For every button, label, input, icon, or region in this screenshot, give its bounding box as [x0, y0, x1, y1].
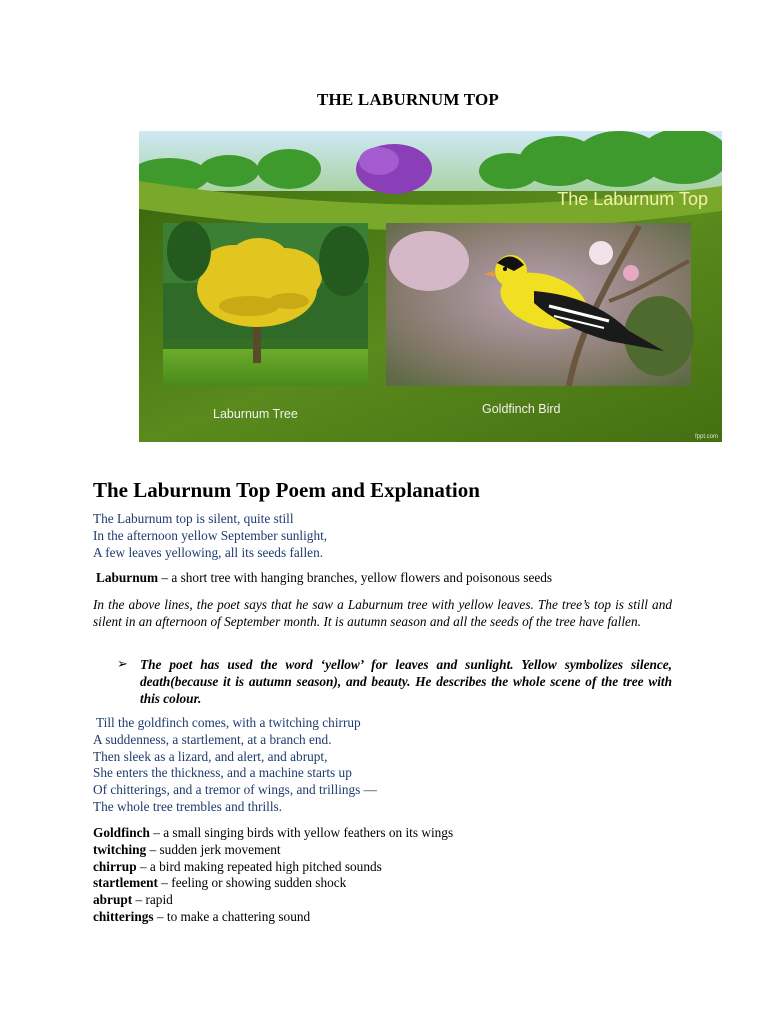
poem-line: She enters the thickness, and a machine starts up	[93, 765, 352, 781]
poem-line: In the afternoon yellow September sunlight,	[93, 527, 328, 543]
glossary-text: – to make a chattering sound	[153, 908, 311, 924]
poem-line: Of chitterings, and a tremor of wings, and trillings —	[93, 782, 377, 798]
glossary-item	[93, 842, 453, 859]
glossary-term: abrupt	[93, 892, 133, 908]
glossary-item	[93, 892, 453, 909]
arrow-bullet-icon: ➢	[117, 656, 128, 671]
poem-line: Then sleek as a lizard, and alert, and abrupt,	[93, 748, 328, 764]
definition-term: Laburnum	[96, 570, 159, 585]
banner-illustration	[139, 131, 722, 442]
glossary-term: twitching	[93, 841, 147, 857]
glossary-text: – sudden jerk movement	[146, 841, 281, 857]
poem-line: A suddenness, a startlement, at a branch end.	[93, 731, 332, 747]
page-title: THE LABURNUM TOP	[316, 90, 500, 109]
poem-line: The whole tree trembles and thrills.	[93, 798, 283, 814]
poem-stanza-2	[93, 715, 377, 816]
definition-laburnum	[96, 570, 552, 586]
poem-line: Till the goldfinch comes, with a twitching chirrup	[96, 715, 361, 730]
note-text: The poet has used the word ‘yellow’ for leaves and sunlight. Yellow symbolizes silence, death(because it is autumn season), and beauty. He describes the whole scene of the tree with this colour.	[140, 657, 672, 706]
caption-laburnum-tree: Laburnum Tree	[213, 407, 298, 421]
poem-stanza-1	[93, 511, 327, 561]
glossary-term: chitterings	[93, 908, 154, 924]
glossary-text: – a bird making repeated high pitched sounds	[136, 858, 382, 874]
banner-artwork	[139, 131, 722, 442]
explanation-paragraph: In the above lines, the poet says that he saw a Laburnum tree with yellow leaves. The tree’s top is still and silent in an afternoon of September month. It is autumn season and all the seeds of the tree have fallen.	[93, 597, 672, 629]
caption-goldfinch-bird: Goldfinch Bird	[482, 402, 561, 416]
glossary	[93, 825, 453, 926]
poem-line: The Laburnum top is silent, quite still	[93, 511, 294, 526]
glossary-term: startlement	[93, 875, 158, 891]
banner-heading: The Laburnum Top	[557, 189, 708, 209]
glossary-term: chirrup	[93, 858, 137, 874]
glossary-text: – feeling or showing sudden shock	[157, 875, 347, 891]
glossary-term: Goldfinch	[93, 825, 150, 840]
glossary-item	[93, 859, 453, 876]
section-heading: The Laburnum Top Poem and Explanation	[93, 478, 480, 502]
poem-line: A few leaves yellowing, all its seeds fallen.	[93, 544, 324, 560]
glossary-item	[93, 825, 453, 842]
glossary-text: – a small singing birds with yellow feathers on its wings	[149, 825, 454, 840]
glossary-item	[93, 909, 453, 926]
glossary-text: – rapid	[132, 892, 173, 908]
glossary-item	[93, 875, 453, 892]
banner-watermark: fppt.com	[694, 434, 718, 440]
definition-text: – a short tree with hanging branches, yellow flowers and poisonous seeds	[158, 570, 553, 585]
